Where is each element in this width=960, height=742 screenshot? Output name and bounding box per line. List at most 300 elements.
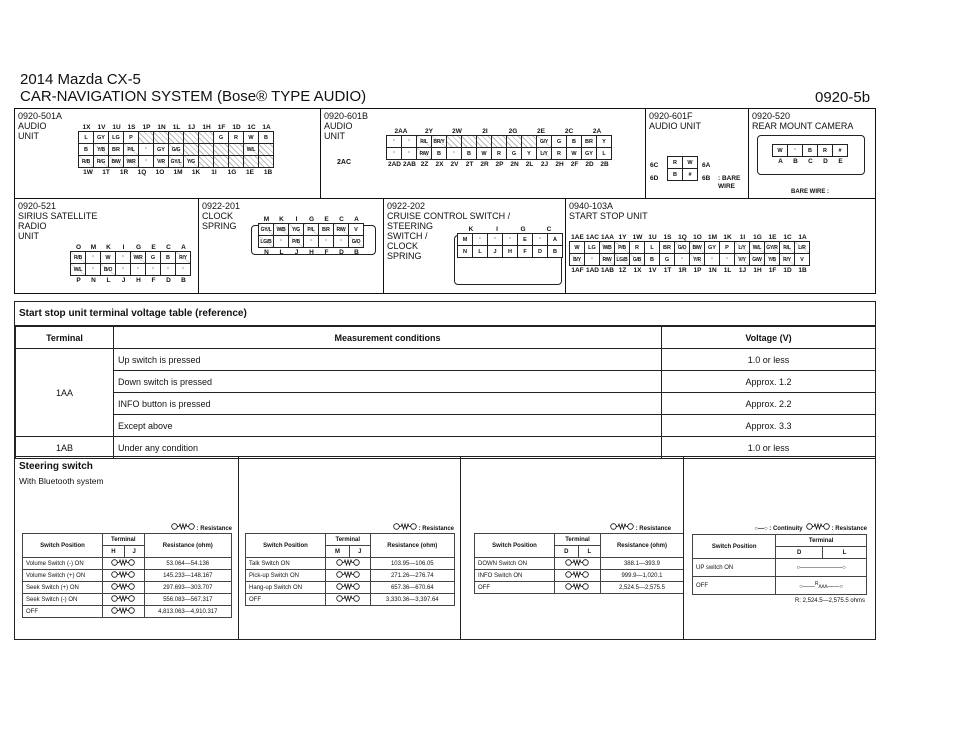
wire-cavity: R xyxy=(667,156,683,169)
terminal-label: 1W xyxy=(632,234,643,241)
terminal-label: 1O xyxy=(693,234,702,241)
wire-cavity: GY xyxy=(153,143,169,156)
terminal-label: 2W xyxy=(452,128,462,135)
wire-cavity: BR xyxy=(581,135,597,148)
switch-position: INFO Switch ON xyxy=(475,570,555,582)
wire-cavity-split: W/L xyxy=(70,263,86,276)
voltage-table-title: Start stop unit terminal voltage table (reference) xyxy=(15,302,875,326)
terminal-label: 1M xyxy=(173,169,183,176)
wire-cavity: * xyxy=(145,263,161,276)
terminal-label: B xyxy=(354,249,359,256)
resistance-legend: : Resistance xyxy=(610,523,671,532)
wire-cavity: W xyxy=(100,251,116,264)
table-row xyxy=(23,570,232,582)
connector-panel-0920-601f xyxy=(645,108,749,199)
terminal-label: 2V xyxy=(450,161,459,168)
wire-cavity: P xyxy=(123,131,139,144)
wire-cavity-split: W/L xyxy=(243,143,259,156)
resistor-icon xyxy=(111,571,135,578)
terminal-label: 2G xyxy=(508,128,518,135)
wire-cavity: * xyxy=(175,263,191,276)
wire-cavity-split: R/B xyxy=(78,155,94,168)
wire-cavity-split: W/B xyxy=(273,223,289,236)
wire-cavity-split: W/B xyxy=(599,241,615,254)
wire-cavity-split: B/W xyxy=(108,155,124,168)
resistor-symbol xyxy=(103,594,145,606)
terminal-label: 1D xyxy=(232,124,241,131)
resistor-icon xyxy=(111,607,135,614)
wire-cavity: W xyxy=(476,147,492,160)
switch-position: Seek Switch (+) ON xyxy=(23,582,103,594)
terminal-label: N xyxy=(91,277,96,284)
resistance-value: 4,813.063—4,910.317 xyxy=(144,606,231,618)
table-row xyxy=(246,570,455,582)
resistor-symbol xyxy=(103,570,145,582)
terminal-label: D xyxy=(166,277,171,284)
terminal-label: 2AA xyxy=(394,128,408,135)
bottom-terminal-labels xyxy=(387,160,637,169)
terminal-label: 2P xyxy=(495,161,504,168)
terminal-label: 1X xyxy=(633,267,642,274)
resistance-value: 999.9—1,020.1 xyxy=(600,570,683,582)
terminal-label: 1A xyxy=(262,124,271,131)
table-row xyxy=(475,558,684,570)
resistor-symbol xyxy=(555,558,601,570)
resistance-value: 388.1—393.9 xyxy=(600,558,683,570)
wire-cavity-split: V/Y xyxy=(734,253,750,266)
terminal-label: 1B xyxy=(263,169,273,176)
voltage-cell: 1.0 or less xyxy=(662,349,876,371)
wire-cavity: L xyxy=(472,245,488,258)
terminal-label: 2Z xyxy=(420,161,429,168)
terminal-label: 2H xyxy=(555,161,564,168)
wire-cavity: * xyxy=(138,155,154,168)
wire-cavity: D xyxy=(532,245,548,258)
terminal-label: 1AA xyxy=(600,234,614,241)
connector-panel-0922-201 xyxy=(198,198,384,294)
resistor-symbol xyxy=(326,570,371,582)
terminal-label: A xyxy=(354,216,359,223)
voltage-cell: 1.0 or less xyxy=(662,437,876,459)
wire-cavity-split: W/L xyxy=(749,241,765,254)
wire-cavity: * xyxy=(115,251,131,264)
switch-position: Seek Switch (-) ON xyxy=(23,594,103,606)
resistance-value: 53.064—54.136 xyxy=(144,558,231,570)
wire-cavity: * xyxy=(160,263,176,276)
connector-0920-501a xyxy=(79,123,309,177)
connector-0920-601b xyxy=(387,127,637,169)
terminal-label: 1T xyxy=(663,267,672,274)
terminal-label: J xyxy=(294,249,299,256)
wire-cavity: M xyxy=(457,233,473,246)
wire-cavity-split: W/R xyxy=(123,155,139,168)
wire-cavity-split: R/L xyxy=(779,241,795,254)
wire-cavity: * xyxy=(273,235,289,248)
header-switch-position: Switch Position xyxy=(23,534,103,558)
connector-id: 0922-201 CLOCK SPRING xyxy=(202,201,241,231)
terminal-cell: 1AB xyxy=(16,437,114,459)
terminal-label: 2D xyxy=(585,161,594,168)
terminal-label: C xyxy=(166,244,171,251)
wire-cavity-split: R/W xyxy=(599,253,615,266)
resistor-icon xyxy=(806,523,830,530)
terminal-label: 1Y xyxy=(618,234,627,241)
wire-cavity: V xyxy=(794,253,810,266)
terminal-label: N xyxy=(264,249,269,256)
wire-cavity-split: GY/L xyxy=(168,155,184,168)
terminal-label: 1G xyxy=(753,234,762,241)
header-switch-position: Switch Position xyxy=(246,534,326,558)
wire-cavity: J xyxy=(487,245,503,258)
table-row xyxy=(246,558,455,570)
resistor-icon xyxy=(336,583,360,590)
terminal-label: K xyxy=(279,216,284,223)
wire-cavity-split: L/Y xyxy=(536,147,552,160)
resistor-icon xyxy=(111,583,135,590)
wire-cavity: F xyxy=(517,245,533,258)
wire-cavity: # xyxy=(832,144,848,157)
wire-cavity-split: R/Y xyxy=(175,251,191,264)
terminal-label: 1F xyxy=(217,124,226,131)
wire-cavity: B xyxy=(258,131,274,144)
wire-cavity: * xyxy=(303,235,319,248)
terminal-label: 1Z xyxy=(618,267,627,274)
wire-cavity: GY xyxy=(581,147,597,160)
terminal-label: 1C xyxy=(783,234,792,241)
terminal-label: 2Y xyxy=(425,128,433,135)
terminal-label: E xyxy=(151,244,156,251)
wire-cavity: * xyxy=(386,135,402,148)
resistance-value: 103.95—106.05 xyxy=(370,558,454,570)
switch-position: DOWN Switch ON xyxy=(475,558,555,570)
header-switch-position: Switch Position xyxy=(693,535,776,559)
connector-panel-0920-521 xyxy=(14,198,199,294)
condition-cell: Except above xyxy=(114,415,662,437)
terminal-label: 2AD xyxy=(387,161,401,168)
switch-table-dl xyxy=(474,533,684,594)
table-row xyxy=(23,558,232,570)
terminal-label: 1K xyxy=(191,169,201,176)
header-switch-position: Switch Position xyxy=(475,534,555,558)
terminal-label: 1S xyxy=(663,234,672,241)
terminal-label: 1N xyxy=(708,267,717,274)
terminal-label: 1W xyxy=(83,169,93,176)
table-row xyxy=(475,582,684,594)
connector-panel-0922-202 xyxy=(383,198,566,294)
terminal-label: 1L xyxy=(723,267,732,274)
condition-cell: INFO button is pressed xyxy=(114,393,662,415)
cavity-row xyxy=(71,264,191,276)
wire-cavity: L xyxy=(644,241,660,254)
header-resistance: Resistance (ohm) xyxy=(600,534,683,558)
terminal-label: 1T xyxy=(102,169,110,176)
wire-cavity-split: Y/R xyxy=(689,253,705,266)
switch-position: OFF xyxy=(246,594,326,606)
wire-cavity: B xyxy=(547,245,563,258)
terminal-label: 1I xyxy=(739,234,746,241)
wire-cavity: B xyxy=(160,251,176,264)
wire-cavity: Y xyxy=(596,135,612,148)
terminal-label: 1I xyxy=(211,169,217,176)
terminal-header: J xyxy=(124,546,144,558)
resistor-icon xyxy=(336,571,360,578)
switch-position: OFF xyxy=(475,582,555,594)
switch-position: OFF xyxy=(23,606,103,618)
resistance-value: 271.26—276.74 xyxy=(370,570,454,582)
terminal-label: 2L xyxy=(525,161,534,168)
terminal-label: 1F xyxy=(768,267,777,274)
wire-cavity: * xyxy=(138,143,154,156)
wire-cavity: * xyxy=(704,253,720,266)
connector-panel-0920-601b xyxy=(320,108,646,199)
terminal-label: 1D xyxy=(783,267,792,274)
terminal-label: O xyxy=(75,244,82,251)
table-row xyxy=(246,594,455,606)
terminal-label: 1P xyxy=(142,124,151,131)
terminal-cell: 1AA xyxy=(16,349,114,437)
switch-table-mj xyxy=(245,533,455,606)
terminal-label: 1M xyxy=(707,234,718,241)
terminal-label: 1B xyxy=(798,267,807,274)
terminal-label: 2AC xyxy=(337,159,352,166)
wire-cavity-split: G/O xyxy=(674,241,690,254)
terminal-label: 1O xyxy=(155,169,165,176)
wire-cavity: L xyxy=(78,131,94,144)
terminal-label: C xyxy=(808,158,813,165)
wire-cavity-split: Y/B xyxy=(93,143,109,156)
header-resistance: Resistance (ohm) xyxy=(144,534,231,558)
connector-id: 0920-520 REAR MOUNT CAMERA xyxy=(752,111,854,131)
wire-cavity-split: R/L xyxy=(416,135,432,148)
terminal-label: 2I xyxy=(482,128,488,135)
bottom-terminal-labels xyxy=(79,168,309,177)
wire-cavity-split: V/R xyxy=(153,155,169,168)
terminal-labels-left: 6C 6D xyxy=(650,162,659,182)
terminal-label: G xyxy=(308,216,315,223)
wire-cavity: * xyxy=(401,135,417,148)
wire-cavity-split: L/R xyxy=(794,241,810,254)
wire-cavity xyxy=(198,155,214,168)
resistor-icon xyxy=(565,571,589,578)
connector-panel-0940-103a xyxy=(565,198,876,294)
connector-id: 0920-521 SIRIUS SATELLITE RADIO UNIT xyxy=(18,201,98,241)
resistor-icon xyxy=(393,526,417,532)
table-row xyxy=(23,606,232,618)
wire-cavity: E xyxy=(517,233,533,246)
wire-cavity: * xyxy=(787,144,803,157)
table-row xyxy=(246,582,455,594)
wire-cavity-split: W/R xyxy=(130,251,146,264)
wire-cavity: G xyxy=(145,251,161,264)
terminal-label: 1R xyxy=(678,267,687,274)
wire-cavity-split: G/O xyxy=(348,235,364,248)
switch-table-dl-continuity xyxy=(692,534,867,595)
header-resistance: Resistance (ohm) xyxy=(370,534,454,558)
terminal-header: H xyxy=(103,546,125,558)
bottom-terminal-labels xyxy=(570,266,810,275)
wire-cavity: B xyxy=(667,168,683,181)
resistor-icon xyxy=(336,559,360,566)
terminal-label: 1S xyxy=(127,124,136,131)
resistor-icon xyxy=(111,559,135,566)
cavity-row xyxy=(79,156,309,168)
wire-cavity: * xyxy=(532,233,548,246)
resistor-icon xyxy=(806,526,830,532)
wire-cavity-split: L/Y xyxy=(734,241,750,254)
terminal-label: L xyxy=(106,277,111,284)
wire-cavity: BR xyxy=(318,223,334,236)
terminal-label: 2C xyxy=(564,128,574,135)
table-row xyxy=(16,415,876,437)
wire-cavity-split: R/Y xyxy=(779,253,795,266)
resistor-symbol xyxy=(103,558,145,570)
switch-position: Pick-up Switch ON xyxy=(246,570,326,582)
header-terminal: Terminal xyxy=(555,534,601,546)
steering-panel-3 xyxy=(460,456,684,640)
terminal-label: F xyxy=(151,277,156,284)
wire-cavity: * xyxy=(487,233,503,246)
terminal-label: 2E xyxy=(537,128,545,135)
terminal-label: 1X xyxy=(82,124,91,131)
wire-cavity: G xyxy=(506,147,522,160)
terminal-label: 1C xyxy=(247,124,256,131)
terminal-label: 1E xyxy=(768,234,777,241)
terminal-header: J xyxy=(349,546,370,558)
connector-0922-202 xyxy=(458,225,563,258)
wire-cavity: Y xyxy=(521,147,537,160)
wire-cavity-split: R/B xyxy=(70,251,86,264)
resistor-icon xyxy=(336,595,360,602)
terminal-label: 1H xyxy=(202,124,211,131)
resistance-value: 145.233—148.167 xyxy=(144,570,231,582)
wire-cavity-split: G/G xyxy=(168,143,184,156)
terminal-label: 1J xyxy=(738,267,747,274)
wire-cavity-split: G/W xyxy=(749,253,765,266)
terminal-label: 1U xyxy=(648,234,657,241)
terminal-label: B xyxy=(793,158,798,165)
terminal-label: M xyxy=(90,244,97,251)
terminal-label: K xyxy=(468,226,474,233)
terminal-label: 1V xyxy=(97,124,106,131)
steering-subtitle: With Bluetooth system xyxy=(19,476,104,486)
wire-cavity: GY xyxy=(704,241,720,254)
resistor-symbol xyxy=(103,582,145,594)
voltage-table-section xyxy=(14,301,876,457)
wire-cavity: G xyxy=(551,135,567,148)
condition-cell: Up switch is pressed xyxy=(114,349,662,371)
wire-cavity: B xyxy=(802,144,818,157)
wire-cavity: * xyxy=(115,263,131,276)
wire-cavity-split: B/Y xyxy=(569,253,585,266)
terminal-label: 2N xyxy=(510,161,519,168)
voltage-cell: Approx. 1.2 xyxy=(662,371,876,393)
terminal-label: M xyxy=(263,216,270,223)
wire-cavity: L xyxy=(596,147,612,160)
wire-cavity: GY xyxy=(93,131,109,144)
connector-id: 0920-601B AUDIO UNIT xyxy=(324,111,369,141)
table-row xyxy=(23,582,232,594)
resistor-icon xyxy=(171,523,195,530)
table-row xyxy=(16,349,876,371)
switch-position: Hang-up Switch ON xyxy=(246,582,326,594)
terminal-label: 1AB xyxy=(600,267,614,274)
resistor-symbol xyxy=(103,606,145,618)
terminal-label: 2R xyxy=(480,161,489,168)
continuity-symbol: ○———————○ xyxy=(776,559,867,577)
header-voltage: Voltage (V) xyxy=(662,327,876,349)
wire-cavity: * xyxy=(401,147,417,160)
wire-cavity: * xyxy=(719,253,735,266)
wire-cavity-split: P/B xyxy=(288,235,304,248)
cavity-row xyxy=(458,246,563,258)
terminal-label: 2B xyxy=(600,161,609,168)
resistance-value: 657.36—670.64 xyxy=(370,582,454,594)
system-title: CAR-NAVIGATION SYSTEM (Bose® TYPE AUDIO) xyxy=(20,88,367,105)
terminal-label: C xyxy=(339,216,344,223)
terminal-header: M xyxy=(326,546,350,558)
cavity-row xyxy=(387,148,637,160)
resistance-value: 556.083—567.317 xyxy=(144,594,231,606)
wire-cavity-split: R/W xyxy=(416,147,432,160)
terminal-label: I xyxy=(496,226,498,233)
wire-cavity: W xyxy=(243,131,259,144)
terminal-l: L xyxy=(822,547,866,559)
table-row xyxy=(475,570,684,582)
resistor-symbol xyxy=(555,570,601,582)
terminal-label: C xyxy=(546,226,552,233)
connector-0940-103a xyxy=(570,233,810,275)
terminal-label: 1R xyxy=(119,169,129,176)
terminal-labels-right: 6A 6B xyxy=(702,162,711,182)
terminal-label: 1AD xyxy=(585,267,599,274)
resistor-icon xyxy=(111,595,135,602)
terminal-label: G xyxy=(520,226,526,233)
terminal-header: D xyxy=(555,546,579,558)
terminal-label: 1L xyxy=(172,124,181,131)
wire-cavity: R xyxy=(228,131,244,144)
terminal-label: H xyxy=(136,277,141,284)
terminal-header: L xyxy=(578,546,600,558)
wire-cavity: B xyxy=(78,143,94,156)
resistance-value: 2,524.5—2,575.5 xyxy=(600,582,683,594)
wire-cavity: B xyxy=(566,135,582,148)
wire-cavity: * xyxy=(85,263,101,276)
wire-cavity: R xyxy=(491,147,507,160)
wire-cavity-split: Y/B xyxy=(764,253,780,266)
terminal-label: 2T xyxy=(465,161,474,168)
cavity-row xyxy=(773,145,848,157)
bottom-terminal-labels xyxy=(259,248,364,257)
wire-cavity: BR xyxy=(659,241,675,254)
page-code: 0920-5b xyxy=(815,89,871,106)
wire-cavity-split: P/L xyxy=(123,143,139,156)
terminal-label: E xyxy=(838,158,843,165)
terminal-label: 1U xyxy=(112,124,121,131)
wire-cavity-split: R/W xyxy=(333,223,349,236)
wire-cavity: R xyxy=(629,241,645,254)
wire-cavity: * xyxy=(85,251,101,264)
resistance-legend: : Resistance xyxy=(171,523,232,532)
wire-cavity: H xyxy=(502,245,518,258)
wire-cavity: * xyxy=(130,263,146,276)
condition-cell: Down switch is pressed xyxy=(114,371,662,393)
wire-cavity: V xyxy=(348,223,364,236)
terminal-label: 1V xyxy=(648,267,657,274)
resistor-icon xyxy=(565,583,589,590)
wire-cavity: * xyxy=(502,233,518,246)
terminal-label: 1AE xyxy=(571,234,584,241)
terminal-label: 1E xyxy=(246,169,254,176)
